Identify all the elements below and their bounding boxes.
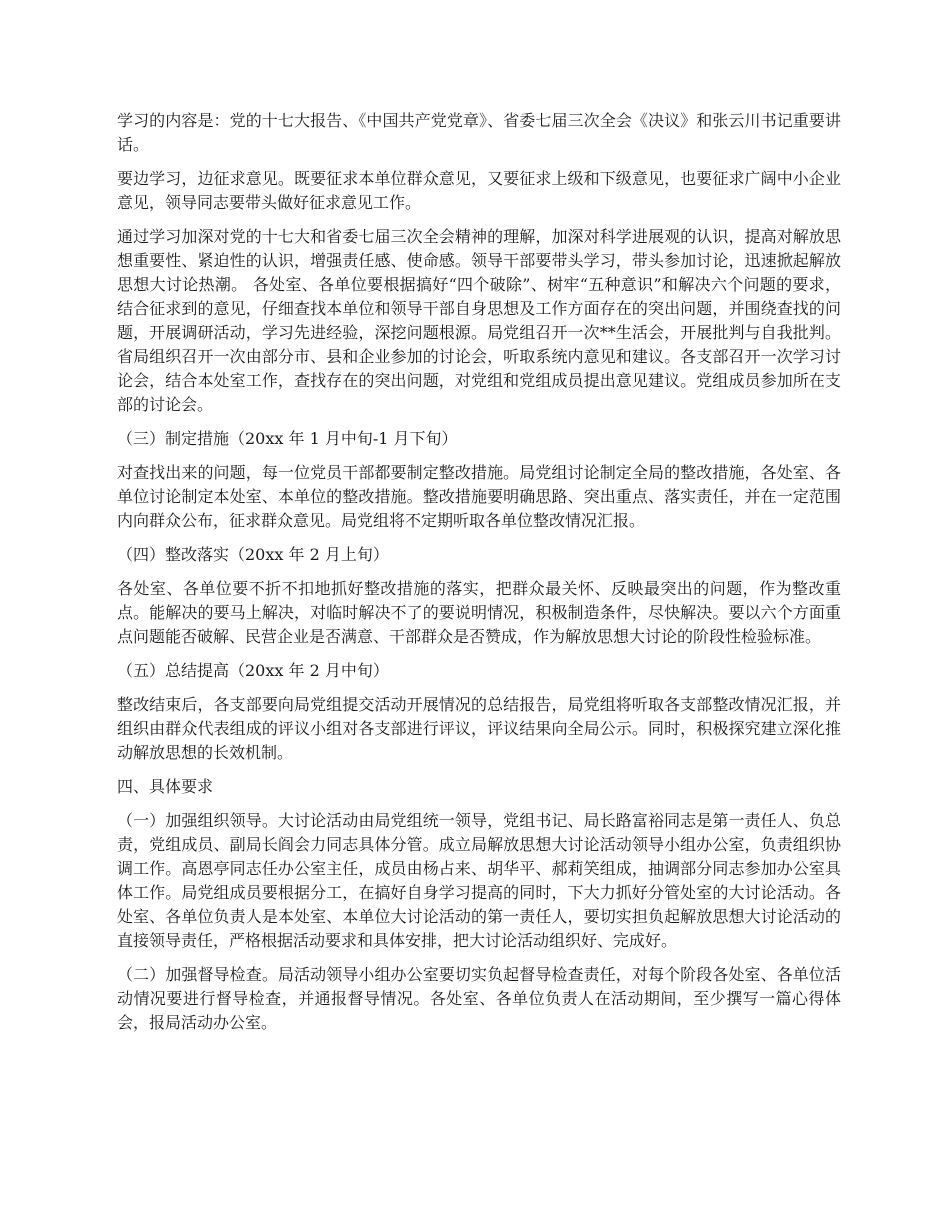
paragraph-study-content: 学习的内容是：党的十七大报告、《中国共产党党章》、省委七届三次全会《决议》和张云川书记重要讲话。 — [117, 111, 841, 154]
paragraph-rectification: 各处室、各单位要不折不扣地抓好整改措施的落实，把群众最关怀、反映最突出的问题，作为整改重点。能解决的要马上解决，对临时解决不了的要说明情况，积极制造条件，尽快解决。要以六个方面重点问题能否破解、民营企业是否满意、干部群众是否赞成，作为解放思想大讨论的阶段性检验标准。 — [117, 579, 841, 646]
heading-rectification: （四）整改落实（20xx 年 2 月上旬） — [117, 545, 389, 564]
paragraph-formulate-measures: 对查找出来的问题，每一位党员干部都要制定整改措施。局党组讨论制定全局的整改措施，各处室、各单位讨论制定本处室、本单位的整改措施。整改措施要明确思路、突出重点、落实责任，并在一定范围内向群众公布，征求群众意见。局党组将不定期听取各单位整改情况汇报。 — [117, 463, 841, 530]
paragraph-solicit-opinions: 要边学习，边征求意见。既要征求本单位群众意见，又要征求上级和下级意见，也要征求广阔中小企业意见，领导同志要带头做好征求意见工作。 — [117, 169, 841, 212]
paragraph-summary: 整改结束后，各支部要向局党组提交活动开展情况的总结报告，局党组将听取各支部整改情况汇报，并组织由群众代表组成的评议小组对各支部进行评议，评议结果向全局公示。同时，积极探究建立深化推动解放思想的长效机制。 — [117, 695, 841, 762]
paragraph-supervision: （二）加强督导检查。局活动领导小组办公室要切实负起督导检查责任，对每个阶段各处室、各单位活动情况要进行督导检查，并通报督导情况。各处室、各单位负责人在活动期间，至少撰写一篇心得体会，报局活动办公室。 — [117, 965, 841, 1032]
section-heading-requirements: 四、具体要求 — [117, 777, 214, 796]
heading-formulate-measures: （三）制定措施（20xx 年 1 月中旬-1 月下旬） — [117, 429, 458, 448]
heading-summary: （五）总结提高（20xx 年 2 月中旬） — [117, 661, 389, 680]
paragraph-deepen-understanding: 通过学习加深对党的十七大和省委七届三次全会精神的理解，加深对科学进展观的认识，提高对解放思想重要性、紧迫性的认识，增强责任感、使命感。领导干部要带头学习，带头参加讨论，迅速掀起解放思想大讨论热潮。 各处室、各单位要根据搞好“四个破除”、树牢“五种意识”和解决六个问题的要求，结合征求到的意见，仔细查找本单位和领导干部自身思想及工作方面存在的突出问题，并围绕查找的问题，开展调研活动，学习先进经验，深挖问题根源。局党组召开一次**生活会，开展批判与自我批判。省局组织召开一次由部分市、县和企业参加的讨论会，听取系统内意见和建议。各支部召开一次学习讨论会，结合本处室工作，查找存在的突出问题，对党组和党组成员提出意见建议。党组成员参加所在支部的讨论会。 — [117, 227, 841, 414]
document-page — [117, 109, 841, 1045]
paragraph-organization-leadership: （一）加强组织领导。大讨论活动由局党组统一领导，党组书记、局长路富裕同志是第一责任人、负总责，党组成员、副局长阎会力同志具体分管。成立局解放思想大讨论活动领导小组办公室，负责组织协调工作。高恩亭同志任办公室主任，成员由杨占来、胡华平、郝莉笑组成，抽调部分同志参加办公室具体工作。局党组成员要根据分工，在搞好自身学习提高的同时，下大力抓好分管处室的大讨论活动。各处室、各单位负责人是本处室、本单位大讨论活动的第一责任人，要切实担负起解放思想大讨论活动的直接领导责任，严格根据活动要求和具体安排，把大讨论活动组织好、完成好。 — [117, 811, 841, 950]
